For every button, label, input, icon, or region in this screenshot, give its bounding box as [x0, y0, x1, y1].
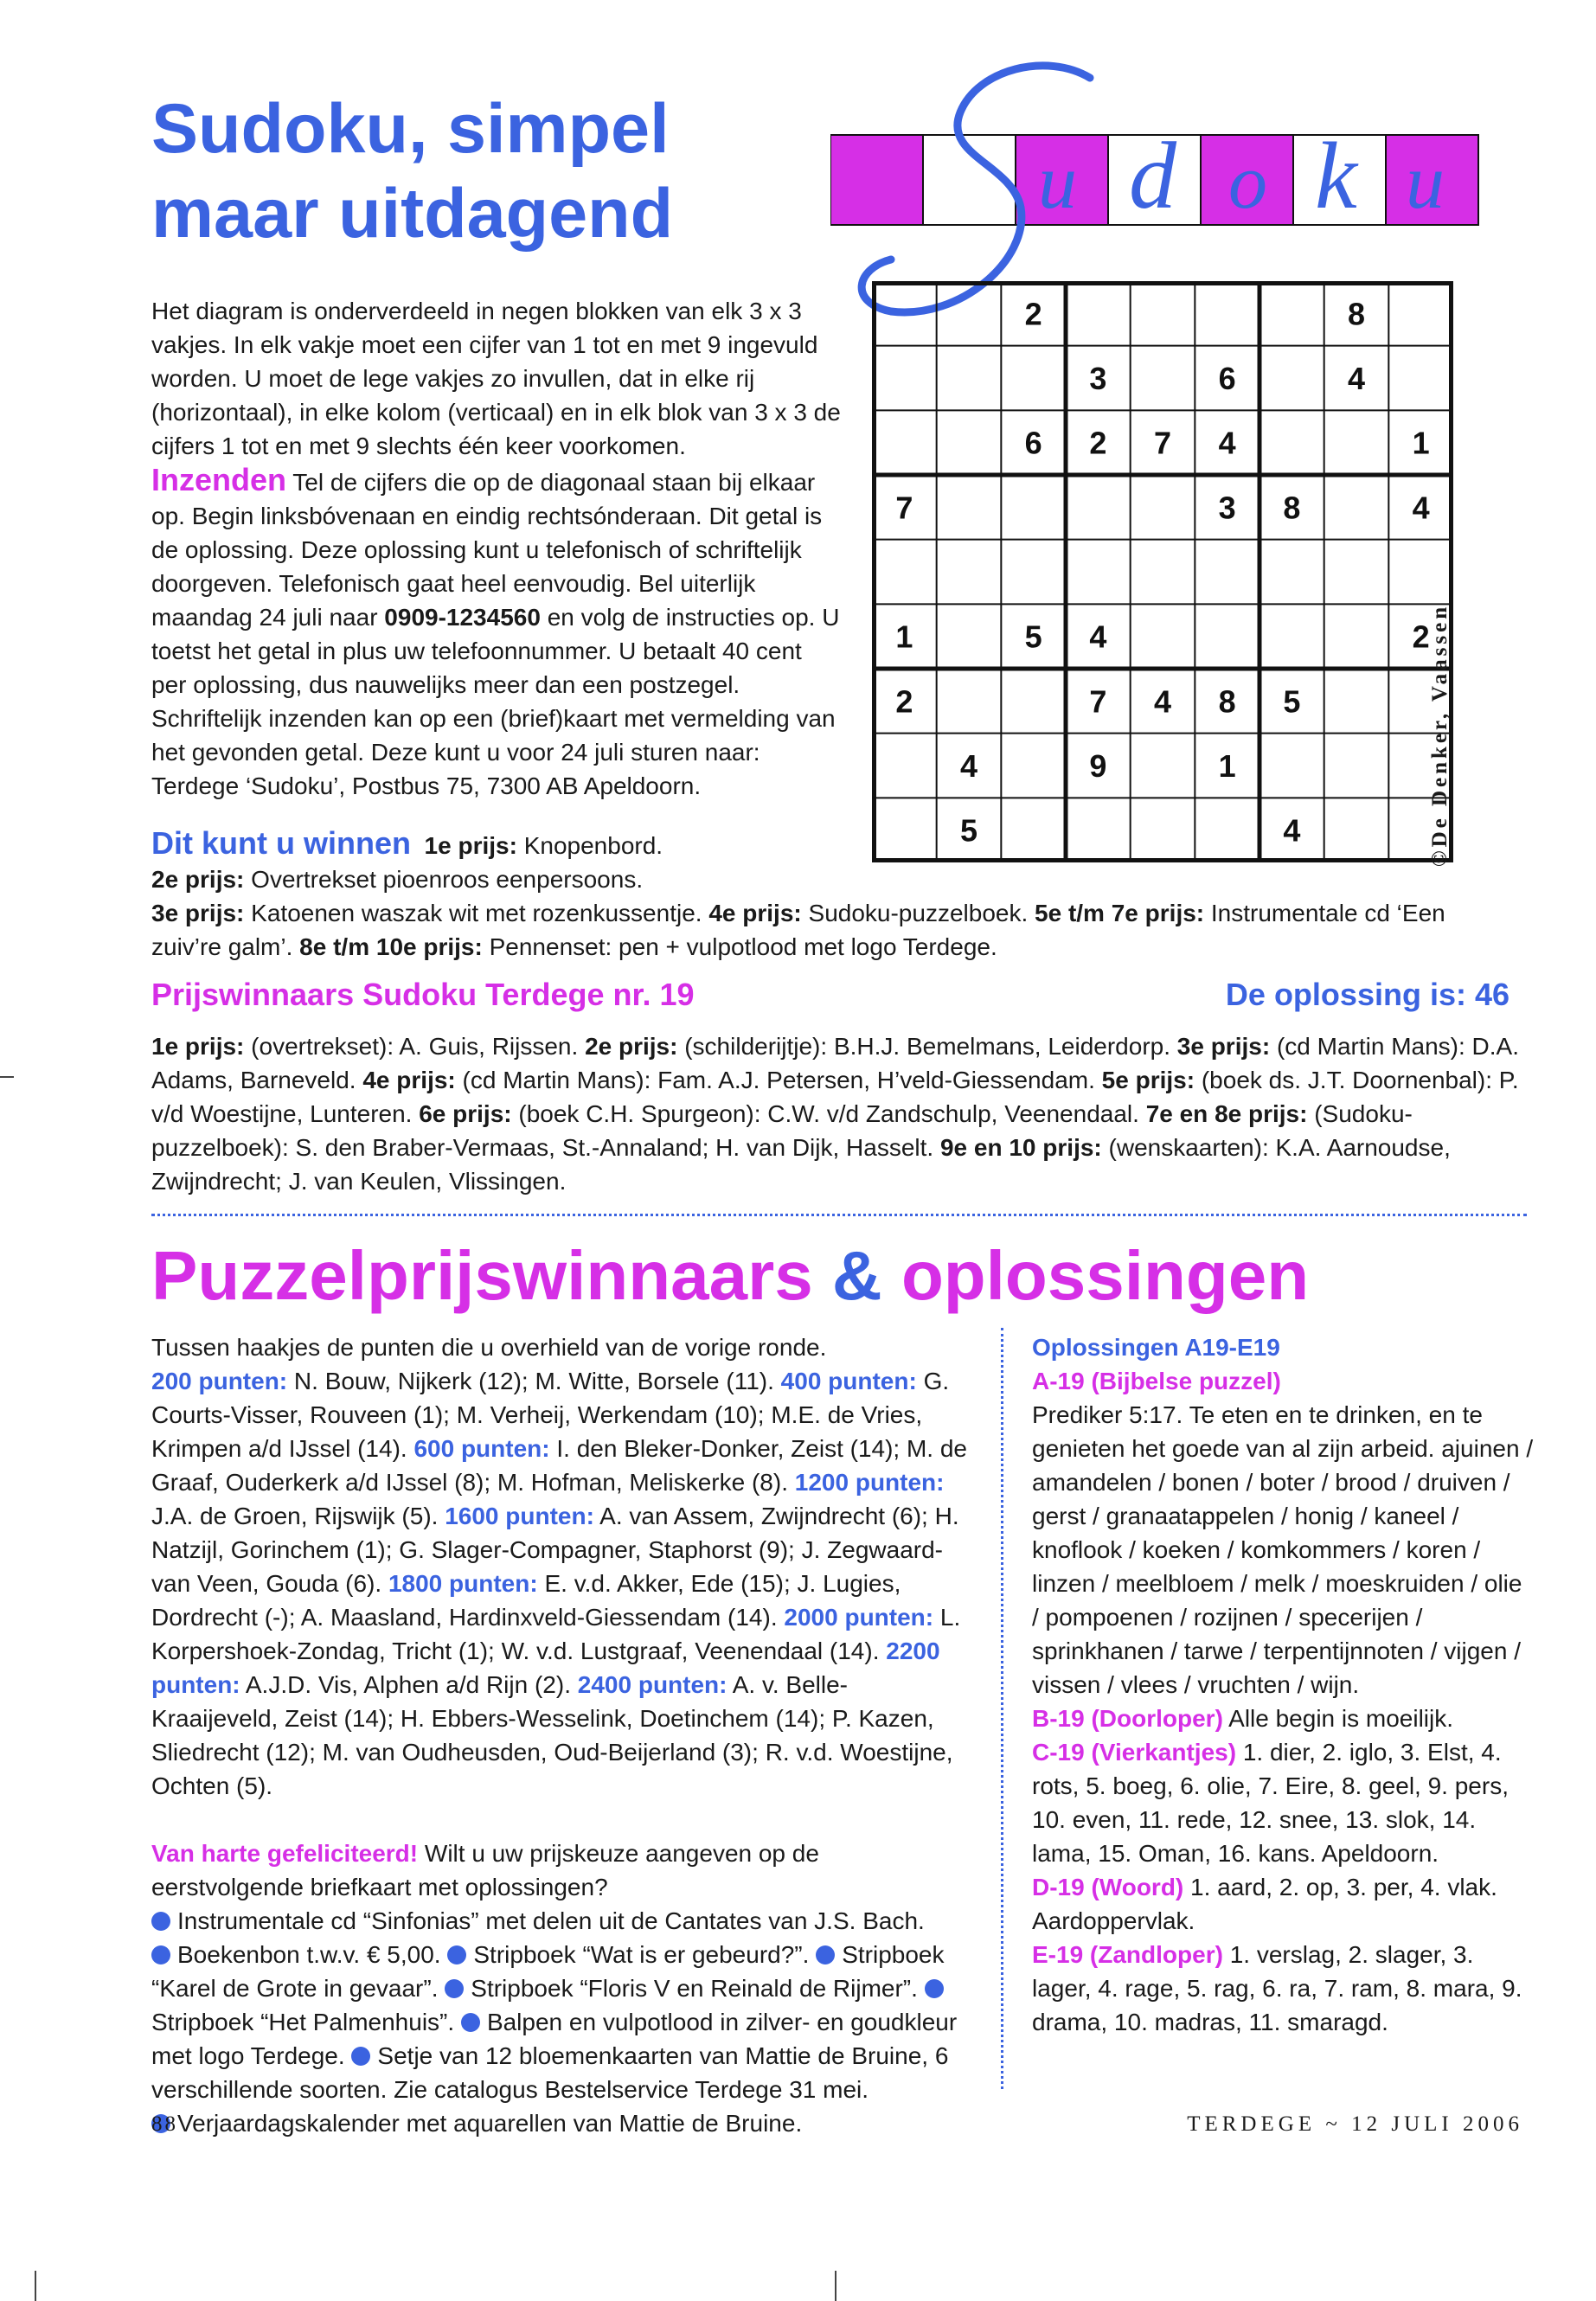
- sudoku-cell-value: 2: [1024, 296, 1042, 332]
- svg-text:d: d: [1129, 123, 1176, 228]
- bullet-icon: [925, 1979, 944, 1998]
- sudoku-cell-value: 3: [1089, 361, 1107, 396]
- sudoku-cell-value: 2: [1089, 425, 1107, 461]
- prize-choices: Instrumentale cd “Sinfonias” met delen uit de Cantates van J.S. Bach. Boekenbon t.w.v. € 5,00. Stripboek “Wat is er gebeurd?”. Stripboek “Karel de Grote in gevaar”. Stripboek “Floris V en Reinald de Rijmer”. Stripboek “Het Palmenhuis”. Balpen en vulpotlood in zilver- en goudkleur met logo Terdege. Setje van 12 bloemenkaarten van Mattie de Bruine, 6 verschillende soorten. Zie catalogus Bestelservice Terdege 31 mei. Verjaardagskalender met aquarellen van Mattie de Bruine.: [151, 1907, 958, 2137]
- sudoku-cell-value: 4: [1153, 683, 1172, 720]
- bullet-icon: [151, 1945, 170, 1965]
- sudoku-cell-value: 8: [1283, 490, 1301, 526]
- svg-text:k: k: [1315, 123, 1357, 228]
- winners-paragraph: 1e prijs: (overtrekset): A. Guis, Rijssen. 2e prijs: (schilderijtje): B.H.J. Bemelmans, Leiderdorp. 3e prijs: (cd Martin Mans): D.A. Adams, Barneveld. 4e prijs: (cd Martin Mans): Fam. A.J. Petersen, H’veld-Giessendam. 5e prijs: (boek ds. J.T. Doornenbal): P. v/d Woestijne, Lunteren. 6e prijs: (boek C.H. Spurgeon): C.W. v/d Zandschulp, Veenendaal. 7e en 8e prijs: (Sudoku-puzzelboek): S. den Braber-Vermaas, St.-Annaland; H. van Dijk, Hasselt. 9e en 10 prijs: (wenskaarten): K.A. Aarnoudse, Zwijndrecht; J. van Keulen, Vlissingen.: [151, 1033, 1520, 1195]
- prizes-section: Dit kunt u winnen 1e prijs: Knopenbord. 2e prijs: Overtrekset pioenroos eenpersoons. 3e prijs: Katoenen waszak wit met rozenkussentje. 4e prijs: Sudoku-puzzelboek. 5e t/m 7e prijs: Instrumentale cd ‘Een zuiv’re galm’. 8e t/m 10e prijs: Pennenset: pen + vulpotlood met logo Terdege.: [151, 825, 1445, 960]
- sudoku-cell-value: 4: [1218, 425, 1236, 461]
- inzenden-text-b: en volg de instructies op. U toetst het getal in plus uw telefoonnummer. U betaalt 40 cent per oplossing, dus nauwelijks meer dan een postzegel. Schriftelijk inzenden kan op een (brief)kaart met vermelding van het gevonden getal. Deze kunt u voor 24 juli sturen naar: Terdege ‘Sudoku’, Postbus 75, 7300 AB Apeldoorn.: [151, 604, 840, 799]
- sudoku-cell-value: 6: [1218, 361, 1236, 396]
- sudoku-cell-value: 1: [1412, 425, 1430, 461]
- sudoku-cell-value: 8: [1347, 296, 1366, 332]
- winners-header: [151, 973, 1509, 1016]
- crop-mark-bottom-center: [835, 2271, 836, 2301]
- bullet-icon: [445, 1979, 464, 1998]
- sudoku-cell-value: 7: [1089, 683, 1107, 720]
- prizes-heading: Dit kunt u winnen: [151, 825, 411, 861]
- sudoku-cell-value: 4: [1412, 490, 1430, 526]
- sudoku-cell-value: 5: [959, 812, 978, 849]
- oplossingen-column: [1032, 1330, 1534, 2039]
- crop-mark-left: [0, 1076, 14, 1078]
- sudoku-cell-value: 1: [1218, 748, 1236, 784]
- page-number: 88: [151, 2112, 178, 2136]
- inzenden-heading: Inzenden: [151, 462, 287, 497]
- sudoku-cell-value: 4: [1347, 361, 1366, 396]
- sudoku-cell-value: 4: [1089, 619, 1107, 655]
- sudoku-cell-value: 1: [895, 619, 913, 655]
- inzenden-text-a: Tel de cijfers die op de diagonaal staan bij elkaar op. Begin linksbóvenaan en eindig rechtsónderaan. Dit getal is de oplossing. Deze oplossing kunt u telefonisch of schriftelijk doorgeven. Telefonisch gaat heel eenvoudig. Bel uiterlijk maandag 24 juli naar: [151, 469, 823, 631]
- bullet-icon: [816, 1945, 835, 1965]
- puzzel-winners-column: [151, 1330, 973, 2140]
- a19-label: A-19 (Bijbelse puzzel): [1032, 1368, 1281, 1394]
- bullet-icon: [447, 1945, 466, 1965]
- a19-text: Prediker 5:17. Te eten en te drinken, en te genieten het goede van al zijn arbeid. ajuinen / amandelen / bonen / boter / brood / druiven / gerst / granaatappelen / honig / kaneel / knoflook / koeken / komkommers / koren / linzen / meelbloem / melk / moeskruiden / olie / pompoenen / rozijnen / specerijen / sprinkhanen / tarwe / terpentijnnoten / vijgen / vissen / vlees / vruchten / wijn.: [1032, 1401, 1534, 1698]
- sudoku-credit: ©De Denker, Vaassen: [1428, 603, 1452, 868]
- intro-section: [151, 294, 843, 803]
- sudoku-cell-value: 9: [1089, 748, 1107, 784]
- sudoku-cell-value: 7: [895, 490, 913, 526]
- sudoku-cell-value: 5: [1283, 683, 1301, 720]
- svg-text:u: u: [1406, 139, 1445, 225]
- d19: D-19 (Woord) 1. aard, 2. op, 3. per, 4. vlak. Aardoppervlak.: [1032, 1874, 1497, 1934]
- sudoku-cell-value: 4: [959, 748, 978, 784]
- sudoku-cell-value: 6: [1024, 425, 1042, 461]
- e19: E-19 (Zandloper) 1. verslag, 2. slager, 3. lager, 4. rage, 5. rag, 6. ra, 7. ram, 8. mara, 9. drama, 10. madras, 11. smaragd.: [1032, 1941, 1522, 2035]
- b19: B-19 (Doorloper) Alle begin is moeilijk.: [1032, 1705, 1454, 1732]
- crop-mark-bottom-left: [35, 2271, 36, 2301]
- sudoku-grid: [872, 281, 1453, 862]
- sudoku-cell-value: 2: [1412, 619, 1430, 655]
- winners-heading: Prijswinnaars Sudoku Terdege nr. 19: [151, 977, 695, 1012]
- sudoku-cell-value: 7: [1153, 425, 1172, 461]
- congrats-paragraph: Van harte gefeliciteerd! Wilt u uw prijskeuze aangeven op de eerstvolgende briefkaart met oplossingen?: [151, 1840, 819, 1900]
- bullet-icon: [351, 2047, 370, 2066]
- bullet-icon: [151, 1912, 170, 1931]
- solution-text: De oplossing is: 46: [1225, 977, 1509, 1012]
- phone-number: 0909-1234560: [384, 604, 541, 631]
- magazine-footer: TERDEGE ~ 12 JULI 2006: [1187, 2112, 1523, 2136]
- bullet-icon: [461, 2013, 480, 2032]
- svg-text:u: u: [1038, 139, 1077, 225]
- winners-list: [151, 1029, 1527, 1198]
- puzzel-intro: Tussen haakjes de punten die u overhield van de vorige ronde.: [151, 1334, 827, 1361]
- sudoku-cell-value: 8: [1218, 683, 1236, 720]
- sudoku-cell-value: 2: [895, 683, 913, 720]
- sudoku-cell-value: 3: [1218, 490, 1236, 526]
- svg-text:o: o: [1228, 139, 1267, 225]
- intro-text: Het diagram is onderverdeeld in negen blokken van elk 3 x 3 vakjes. In elk vakje moet een cijfer van 1 tot en met 9 ingevuld worden. U moet de lege vakjes zo invullen, dat in elke rij (horizontaal), in elke kolom (verticaal) en in elk blok van 3 x 3 de cijfers 1 tot en met 9 slechts één keer voorkomen.: [151, 298, 841, 459]
- sudoku-grid-svg: [872, 281, 1453, 862]
- inzenden-paragraph: [151, 463, 843, 803]
- oplossingen-heading: Oplossingen A19-E19: [1032, 1334, 1280, 1361]
- sudoku-cell-value: 5: [1024, 619, 1042, 655]
- sudoku-cell-value: 4: [1283, 812, 1301, 849]
- column-divider: [1001, 1328, 1003, 2089]
- page-title: Sudoku, simpel maar uitdagend: [151, 90, 674, 253]
- section-divider: [151, 1214, 1527, 1216]
- c19: C-19 (Vierkantjes) 1. dier, 2. iglo, 3. Elst, 4. rots, 5. boeg, 6. olie, 7. Eire, 8. geel, 9. pers, 10. even, 11. rede, 12. snee, 13. slok, 14. lama, 15. Oman, 16. kans. Apeldoorn.: [1032, 1739, 1509, 1867]
- points-groups: 200 punten: N. Bouw, Nijkerk (12); M. Witte, Borsele (11). 400 punten: G. Courts-Visser, Rouveen (1); M. Verheij, Werkendam (10); M.E. de Vries, Krimpen a/d IJssel (14). 600 punten: I. den Bleker-Donker, Zeist (14); M. de Graaf, Ouderkerk a/d IJssel (8); M. Hofman, Meliskerke (8). 1200 punten: J.A. de Groen, Rijswijk (5). 1600 punten: A. van Assem, Zwijndrecht (6); H. Natzijl, Gorinchem (1); G. Slager-Compagner, Staphorst (9); J. Zegwaard-van Veen, Gouda (6). 1800 punten: E. v.d. Akker, Ede (15); J. Lugies, Dordrecht (-); A. Maasland, Hardinxveld-Giessendam (14). 2000 punten: L. Korpershoek-Zondag, Tricht (1); W. v.d. Lustgraaf, Veenendaal (14). 2200 punten: A.J.D. Vis, Alphen a/d Rijn (2). 2400 punten: A. v. Belle-Kraaijeveld, Zeist (14); H. Ebbers-Wesselink, Doetinchem (14); P. Kazen, Sliedrecht (12); M. van Oudheusden, Oud-Beijerland (3); R. v.d. Woestijne, Ochten (5).: [151, 1368, 968, 1799]
- puzzel-title: Puzzelprijswinnaars & oplossingen: [151, 1237, 1310, 1314]
